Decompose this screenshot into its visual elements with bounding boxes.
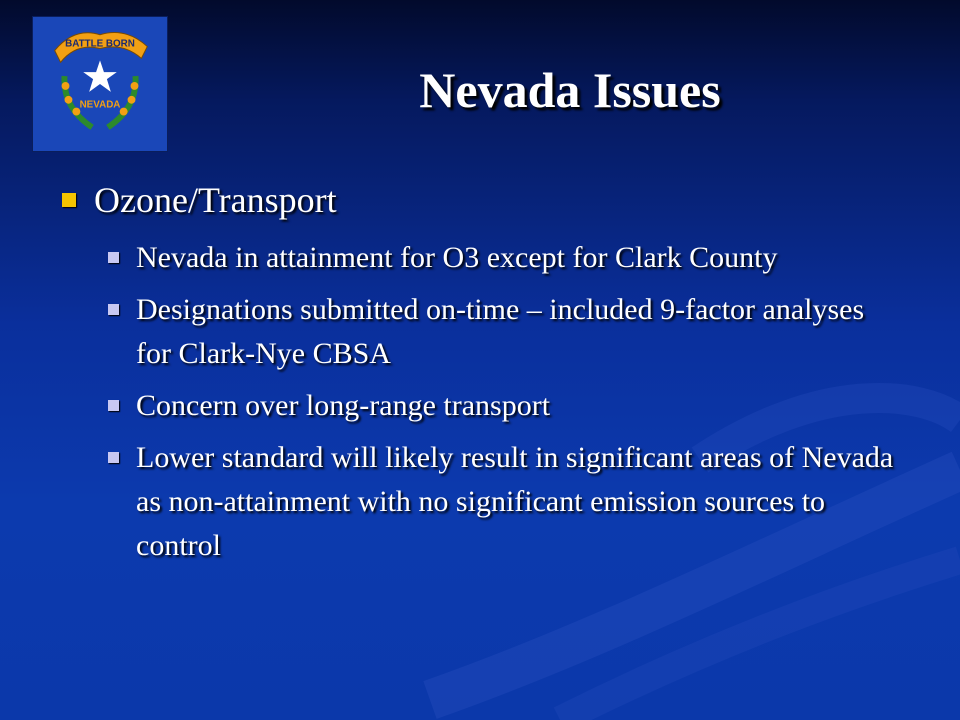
list-item-text: Lower standard will likely result in significant areas of Nevada as non-attainment with no significant emission sources to control — [136, 441, 894, 562]
square-bullet-icon — [108, 452, 119, 463]
list-item — [108, 236, 898, 280]
list-item — [108, 288, 898, 376]
list-item — [108, 436, 898, 568]
square-bullet-icon — [108, 400, 119, 411]
list-item-text: Nevada in attainment for O3 except for Clark County — [136, 241, 778, 274]
heading-text: Ozone/Transport — [94, 180, 337, 220]
flag-state-text: NEVADA — [79, 99, 121, 111]
slide-title: Nevada Issues — [419, 62, 721, 118]
square-bullet-icon — [62, 193, 76, 207]
square-bullet-icon — [108, 252, 119, 263]
square-bullet-icon — [108, 304, 119, 315]
flag-banner-text: BATTLE BORN — [65, 38, 135, 50]
level1-bullet-item — [62, 178, 337, 222]
sub-bullet-list — [108, 236, 898, 576]
list-item-text: Concern over long-range transport — [136, 389, 551, 422]
list-item-text: Designations submitted on-time – included 9-factor analyses for Clark-Nye CBSA — [136, 293, 865, 370]
nevada-flag-image — [32, 16, 168, 152]
list-item — [108, 384, 898, 428]
